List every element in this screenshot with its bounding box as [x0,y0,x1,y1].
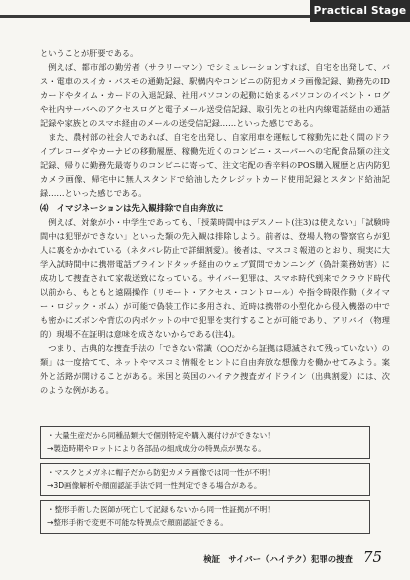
example-box-line: ・大量生産だから同種品類大で個別特定や購入裏付けができない！ [47,431,275,440]
example-box-3 [40,500,370,533]
paragraph-4: 例えば、対象が小・中学生であっても、「授業時間中はデスノート(注3)は使えない」「試験時間中は犯罪ができない」といった類の先入観は排除しよう。前者は、登場人物の警察官らが犯人に裏をかかれている（ネタバレ防止で詳細割愛）。後者は、マスコミ報道のとおり、現実に大学入試時間中に携帯電話ブラインドタッチ経由のウェブ質問でカンニング（偽計業務妨害）に成功して捜査されて家裁送致になっている。サイバー犯罪は、スマホ時代到来でクラウド時代以前から、もともと遠隔操作（リモート・アクセス・コントロール）や指令時限作動（タイマー・ロジック・ボム）が可能で偽装工作に多用され、近時は携帯の小型化から侵入機器の中でも密かにズボンや背広の内ポケットの中で犯罪を実行することが可能であり、アリバイ（物理的）現場不在証明は意味を成さないからである(注4)。 [40,216,390,339]
example-box-line: ・マスクとメガネに帽子だから防犯カメラ画像では同一性が不明！ [47,468,275,478]
body-text [40,46,390,397]
paragraph-3: また、農村部の社会人であれば、自宅を出発し、自家用車を運転して稼動先に赴く間のドライブレコーダやカーナビの移動履歴、稼働先近くのコンビニ・スーパーへの宅配食品類の注文記録、帰りに勤務先最寄りのコンビニに寄って、注文宅配の香辛料のPOS購入履歴と店内防犯カメラ画像、帰宅中に無人スタンドで給油したクレジットカード使用記録とスタンド給油記録……といった感じである。 [40,132,390,199]
section-tab: Practical Stage [310,0,410,22]
section-heading: ⑷ イマジネーションは先入観排除で自由奔放に [40,202,224,213]
example-box-line: ・整形手術した医師が死亡して記録もないから同一性証拠が不明！ [47,505,275,515]
paragraph-5: つまり、古典的な捜査手法の「できない常識（○○だから証拠は隠滅されて残っていない）の類」は一度捨てて、ネットやマスコミ情報をヒントに自由奔放な想像力を働かせてみよう。案外と活路が開けることがある。米国と英国のハイテク捜査ガイドライン（出典割愛）には、次のような例がある。 [40,342,390,396]
example-box-1 [40,426,370,459]
example-box-line: →整形手術で変更不可能な特異点で顔面認証できる。 [47,517,229,527]
page-number: 75 [362,548,382,566]
top-header [0,0,410,24]
paragraph-1: ということが肝要である。 [40,48,139,58]
example-box-line: →製造時期やロットにより各部品の組成成分の特異点が異なる。 [47,443,266,453]
footer-title: 検証 サイバー（ハイテク）犯罪の捜査 [203,554,353,564]
paragraph-2: 例えば、都市部の勤労者（サラリーマン）でシミュレーションすれば、自宅を出発して、バス・電車のスイカ・パスモの通勤記録、駅構内やコンビニの防犯カメラ画像記録、勤務先のIDカードやタイム・カードの入退記録、社用パソコンの起動に始まるパソコンのイベント・ログや社内サーバへのアクセスログと電子メール送受信記録、取引先との社内内線電話経由の通話記録や家族とのスマホ経由のメールの送受信記録……といった感じである。 [40,62,390,129]
example-boxes [40,426,370,538]
example-box-line: →3D画像解析や顔面認証手法で同一性判定できる場合がある。 [47,480,262,490]
page-footer [203,548,382,566]
example-box-2 [40,463,370,496]
